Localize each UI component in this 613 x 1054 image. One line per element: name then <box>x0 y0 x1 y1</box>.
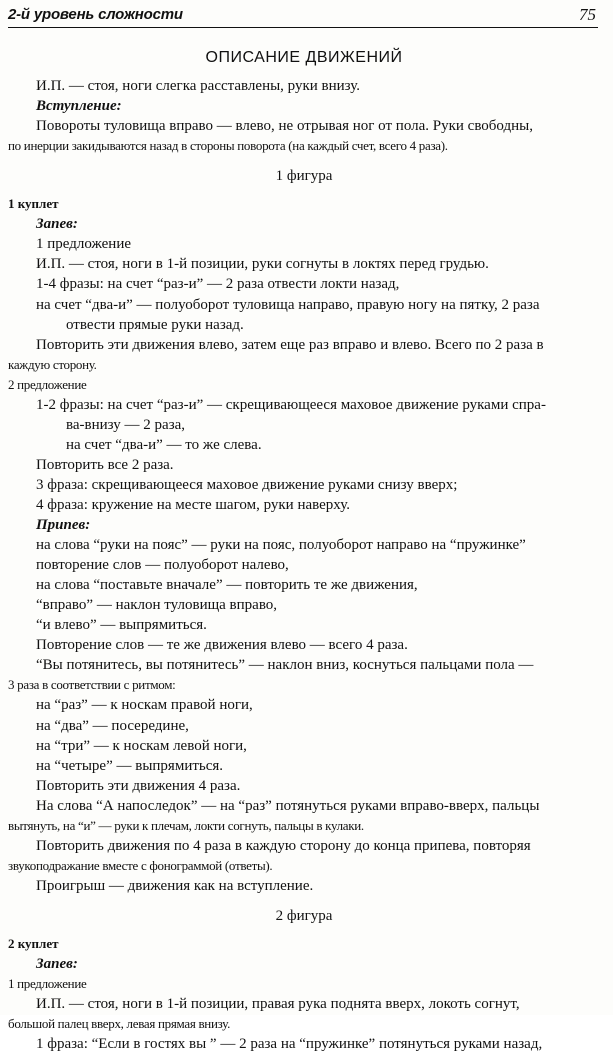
paragraph-line: на счет “два-и” — то же слева. <box>66 436 262 453</box>
paragraph-line: отвести прямые руки назад. <box>66 316 244 333</box>
section-title: ОПИСАНИЕ ДВИЖЕНИЙ <box>205 49 403 66</box>
paragraph-line: Повторить движения по 4 раза в каждую сторону до конца припева, повторяя <box>36 837 531 854</box>
paragraph-line: на слова “поставьте вначале” — повторить те же движения, <box>36 577 418 594</box>
figure-heading-2: 2 фигура <box>275 907 333 924</box>
paragraph-line: Повторить все 2 раза. <box>36 456 174 473</box>
running-header <box>8 5 598 28</box>
paragraph-line: 1 предложение <box>36 236 132 253</box>
paragraph-line: 1 предложение <box>8 976 87 992</box>
subheading-zapev-1: Запев: <box>36 216 78 233</box>
verse-heading-1: 1 куплет <box>8 196 59 212</box>
paragraph-line: каждую сторону. <box>8 356 97 372</box>
paragraph-line: На слова “А напоследок” — на “раз” потянуться руками вправо-вверх, пальцы <box>36 797 540 814</box>
paragraph-line: 2 предложение <box>8 376 87 392</box>
verse-heading-2: 2 куплет <box>8 935 59 951</box>
paragraph-line: вытянуть, на “и” — руки к плечам, локти согнуть, пальцы в кулаки. <box>8 817 364 833</box>
paragraph-line: Повороты туловища вправо — влево, не отрывая ног от пола. Руки свободны, <box>36 118 533 135</box>
paragraph-line: 1 фраза: “Если в гостях вы ” — 2 раза на “пружинке” потянуться руками назад, <box>36 1036 543 1053</box>
paragraph-line: Повторить эти движения 4 раза. <box>36 777 241 794</box>
paragraph-line: “Вы потянитесь, вы потянитесь” — наклон вниз, коснуться пальцами пола — <box>36 657 534 674</box>
paragraph-line: на “четыре” — выпрямиться. <box>36 757 224 774</box>
paragraph-line: Повторение слов — те же движения влево — всего 4 раза. <box>36 637 408 654</box>
paragraph-line: И.П. — стоя, ноги в 1-й позиции, руки согнуты в локтях перед грудью. <box>36 256 489 273</box>
page-body <box>8 48 600 1054</box>
subheading-intro: Вступление: <box>36 98 122 115</box>
figure-heading-1: 1 фигура <box>275 168 333 185</box>
paragraph-line: “и влево” — выпрямиться. <box>36 617 207 634</box>
paragraph-line: ва-внизу — 2 раза, <box>66 416 186 433</box>
paragraph-line: звукоподражание вместе с фонограммой (ответы). <box>8 857 273 873</box>
paragraph-line: на счет “два-и” — полуоборот туловища направо, правую ногу на пятку, 2 раза <box>36 296 540 313</box>
paragraph-line: 1-4 фразы: на счет “раз-и” — 2 раза отвести локти назад, <box>36 276 400 293</box>
header-title: 2-й уровень сложности <box>8 6 183 23</box>
paragraph-line: 3 фраза: скрещивающееся маховое движение руками снизу вверх; <box>36 476 458 493</box>
paragraph-line: на “три” — к носкам левой ноги, <box>36 737 247 754</box>
paragraph-line: 4 фраза: кружение на месте шагом, руки наверху. <box>36 496 350 513</box>
paragraph-line: на “раз” — к носкам правой ноги, <box>36 697 253 714</box>
paragraph-line: “вправо” — наклон туловища вправо, <box>36 597 278 614</box>
paragraph-line: на “два” — посередине, <box>36 717 189 734</box>
paragraph-line: 1-2 фразы: на счет “раз-и” — скрещивающееся маховое движение руками спра- <box>36 396 546 413</box>
page-number: 75 <box>579 5 596 24</box>
paragraph-line: Повторить эти движения влево, затем еще раз вправо и влево. Всего по 2 раза в <box>36 336 544 353</box>
paragraph-line: И.П. — стоя, ноги слегка расставлены, руки внизу. <box>36 78 361 95</box>
subheading-pripev: Припев: <box>36 517 91 534</box>
paragraph-line: 3 раза в соответствии с ритмом: <box>8 677 176 693</box>
paragraph-line: по инерции закидываются назад в стороны поворота (на каждый счет, всего 4 раза). <box>8 138 448 154</box>
subheading-zapev-2: Запев: <box>36 956 78 973</box>
paragraph-line: Проигрыш — движения как на вступление. <box>36 877 314 894</box>
paragraph-line: И.П. — стоя, ноги в 1-й позиции, правая рука поднята вверх, локоть согнут, <box>36 996 520 1013</box>
paragraph-line: повторение слов — полуоборот налево, <box>36 557 289 574</box>
paragraph-line: на слова “руки на пояс” — руки на пояс, полуоборот направо на “пружинке” <box>36 537 526 554</box>
paragraph-line: большой палец вверх, левая прямая внизу. <box>8 1016 231 1032</box>
